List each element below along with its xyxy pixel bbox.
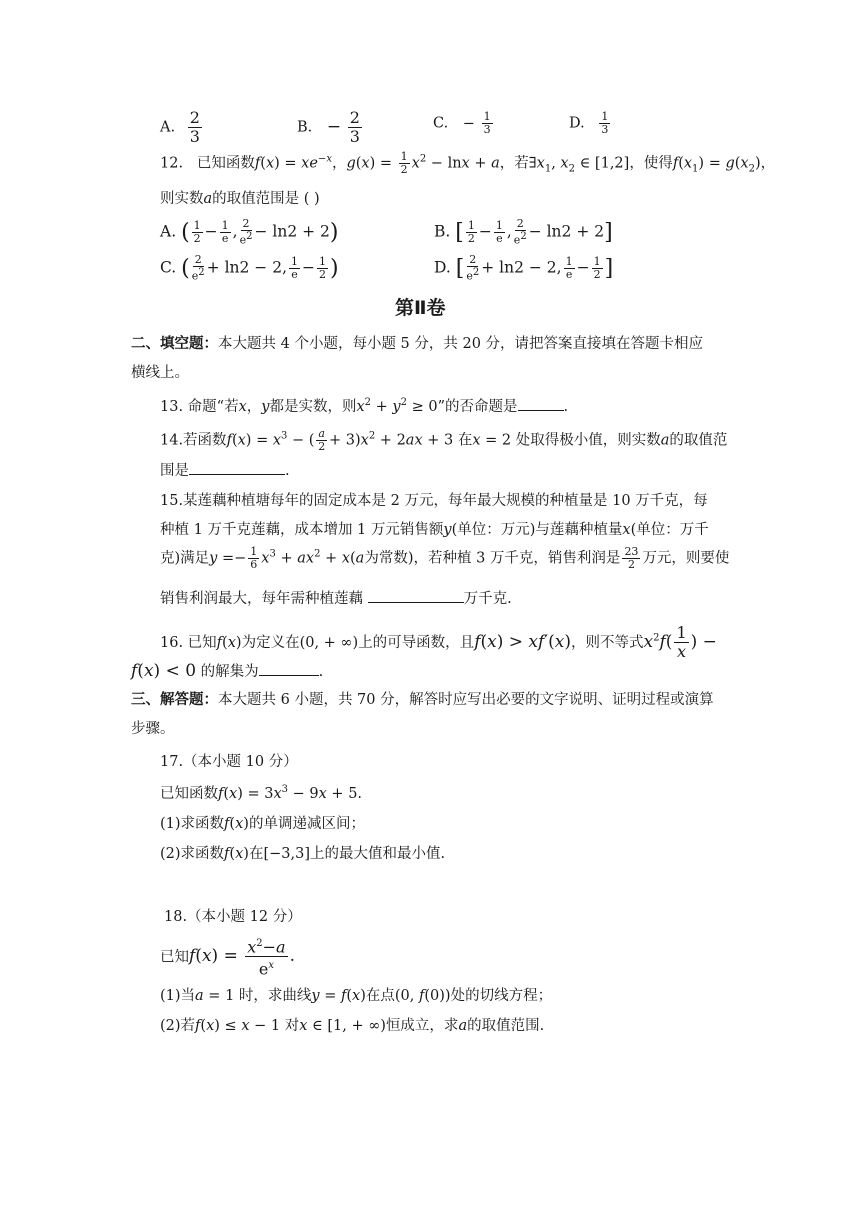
q13-answer-blank[interactable] — [518, 396, 564, 411]
q11-option-d[interactable]: D. $\frac{1}{3}$ — [569, 110, 609, 136]
q14-answer-blank[interactable] — [189, 460, 285, 475]
q11-option-a[interactable]: A. $\frac{2}{3}$ — [160, 108, 200, 146]
fill-section-desc-2: 横线上。 — [131, 365, 189, 381]
q18-part2: (2)若f(x) ≤ x − 1 对x ∈ [1, + ∞)恒成立，求a的取值范围. — [160, 1018, 545, 1034]
q17-title: 17.（本小题 10 分） — [160, 754, 298, 770]
q14-line2: 围是 . — [160, 459, 290, 480]
q11-options — [160, 103, 760, 146]
q17-stem: 已知函数$f(x) = 3x^3 - 9x + 5$. — [160, 784, 363, 802]
q18-title: 18.（本小题 12 分） — [164, 909, 302, 925]
q15-answer-blank[interactable] — [368, 588, 464, 603]
q12-option-d[interactable]: D. [ $\frac{2}{e^2}$ + ln2 − 2, $\frac{1}{e}$ − $\frac{1}{2}$ ] — [434, 253, 614, 283]
q15-line4: 销售利润最大，每年需种植莲藕 万千克. — [160, 587, 512, 608]
q12-option-c[interactable]: C. ( $\frac{2}{e^2}$ + ln2 − 2, $\frac{1}{e}$ − $\frac{1}{2}$ ) — [160, 253, 339, 283]
q12-stem-line1: 12. 已知函数$f(x) = xe^{-x}$，g(x) = $\frac{1}{2}$ $x^2 - \ln x + a$，若$\exists x_1$, $x_2$ ∈ [1,2]，使得$f(x_1) = g(x_2)$， — [160, 150, 776, 176]
q18-stem: 已知f(x) = $\frac{x^2-a}{e^x}$ . — [160, 935, 295, 979]
answer-section-desc: 三、解答题：本大题共 6 小题，共 70 分，解答时应写出必要的文字说明、证明过程或演算 — [131, 692, 714, 708]
q14-line1: 14.若函数$f(x) = x^3$ − ( $\frac{a}{2}$ + $3)x^2 + 2ax + 3$ 在x = 2 处取得极小值，则实数a的取值范 — [160, 427, 728, 453]
q16-answer-blank[interactable] — [259, 661, 319, 676]
q18-part1: (1)当a = 1 时，求曲线y = f(x)在点(0, f(0))处的切线方程； — [160, 988, 553, 1004]
q13: 13. 命题“若x，y都是实数，则$x^2 + y^2 \ge 0$”的否命题是 . — [160, 397, 569, 415]
q11-option-b[interactable]: B. − $\frac{2}{3}$ — [297, 108, 360, 146]
q17-part1: (1)求函数f(x)的单调递减区间； — [160, 816, 365, 832]
section-2-title: 第Ⅱ卷 — [395, 297, 446, 319]
q16-line1: 16. 已知f(x)为定义在(0, + ∞)上的可导函数，且f(x) > xf′(x)，则不等式$x^2f$( $\frac{1}{x}$ ) − — [160, 623, 717, 661]
q15-line2: 种植 1 万千克莲藕，成本增加 1 万元销售额y(单位：万元)与莲藕种植量x(单位：万千 — [160, 522, 709, 538]
q17-part2: (2)求函数f(x)在[−3,3]上的最大值和最小值. — [160, 846, 446, 862]
q12-option-b[interactable]: B. [ $\frac{1}{2}$ − $\frac{1}{e}$ , $\frac{2}{e^2}$ − ln2 + 2] — [434, 217, 613, 247]
q11-option-c[interactable]: C. − $\frac{1}{3}$ — [433, 110, 491, 136]
answer-section-desc-2: 步骤。 — [131, 721, 175, 737]
q15-line1: 15.某莲藕种植塘每年的固定成本是 2 万元，每年最大规模的种植量是 10 万千克，每 — [160, 493, 708, 509]
q12-stem-line2: 则实数a的取值范围是 ( ) — [160, 191, 320, 207]
fill-section-desc: 二、填空题：本大题共 4 个小题，每小题 5 分，共 20 分，请把答案直接填在答题卡相应 — [131, 336, 704, 352]
q15-line3: 克)满足y =− $\frac{1}{6}$ $x^3 + ax^2 + x(a$为常数)，若种植 3 万千克，销售利润是 $\frac{23}{2}$ 万元，则要使 — [160, 545, 730, 571]
q12-option-a[interactable]: A. ( $\frac{1}{2}$ − $\frac{1}{e}$ , $\frac{2}{e^2}$ − ln2 + 2) — [160, 217, 339, 247]
q16-line2: f(x) < 0 的解集为 . — [131, 661, 324, 681]
